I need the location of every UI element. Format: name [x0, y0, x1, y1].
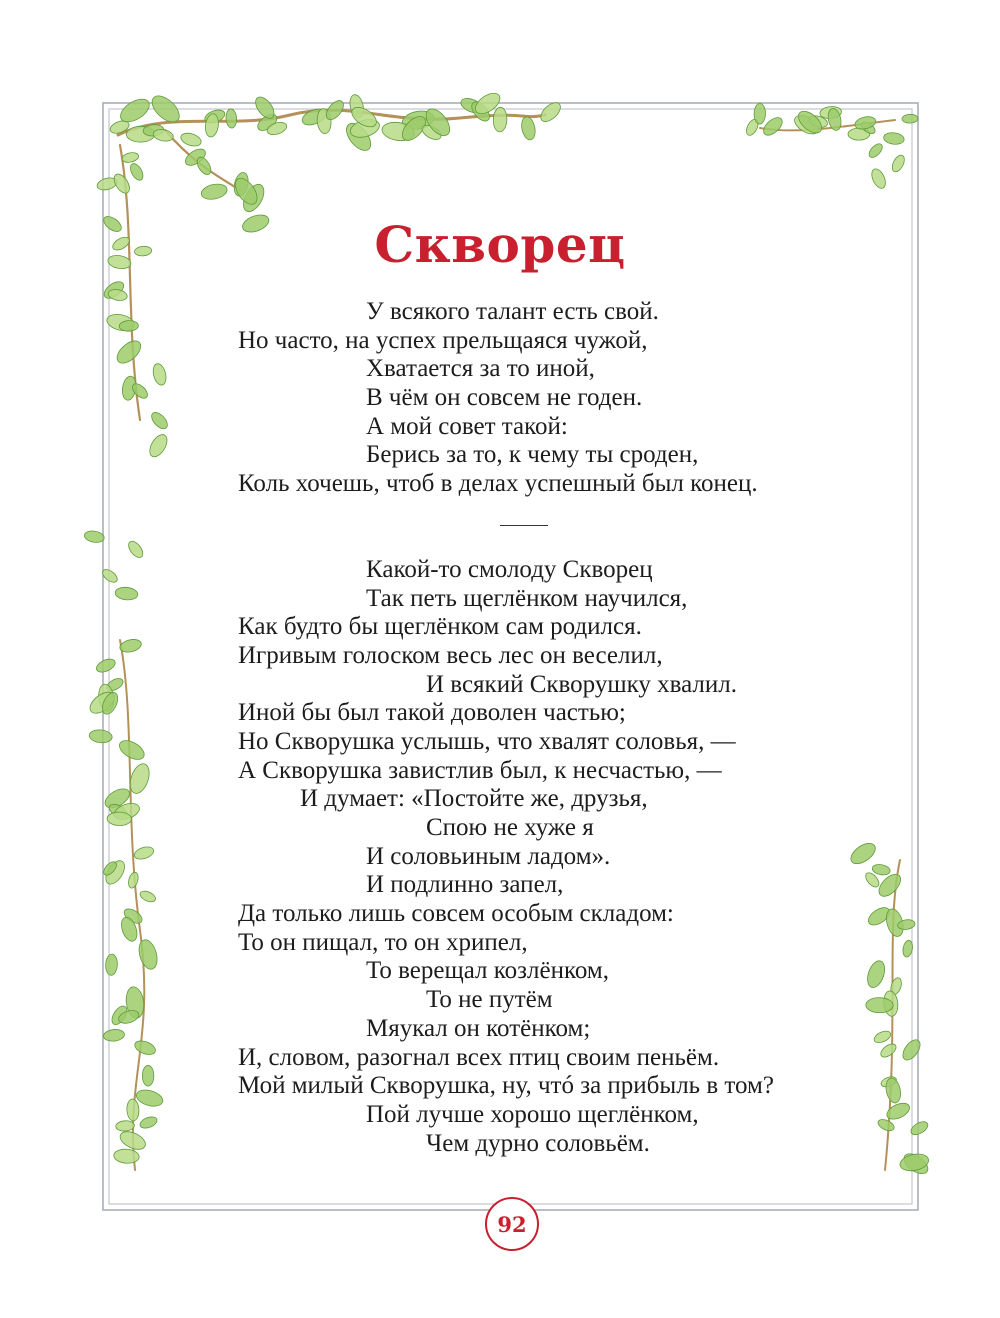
- page-title: Скворец: [374, 215, 626, 274]
- poem-line: И соловьиным ладом».: [366, 842, 611, 870]
- leaf: [878, 1041, 898, 1059]
- poem-line: Берись за то, к чему ты сроден,: [366, 441, 699, 469]
- leaf: [107, 812, 132, 826]
- leaf: [105, 954, 118, 976]
- leaf: [103, 1028, 125, 1042]
- poem-line: Какой-то смолоду Скворец: [366, 555, 653, 583]
- stanza-divider: [500, 525, 548, 526]
- leaf: [115, 1120, 134, 1132]
- poem-line: Чем дурно соловьём.: [426, 1129, 650, 1157]
- poem-line: И подлинно запел,: [366, 871, 564, 899]
- leaf: [136, 938, 160, 972]
- leaf: [126, 539, 146, 560]
- poem-line: Мой милый Скворушка, ну, чтó за прибыль в том?: [238, 1072, 774, 1100]
- poem-text: [238, 298, 878, 1158]
- poem-line: А Скворушка завистлив был, к несчастью, —: [238, 756, 722, 784]
- leaf: [133, 845, 155, 862]
- poem-line: В чём он совсем не годен.: [366, 384, 643, 412]
- leaf: [133, 1038, 157, 1057]
- leaf: [116, 737, 147, 764]
- leaf: [128, 162, 146, 183]
- leaf: [875, 870, 904, 900]
- leaf: [126, 1099, 139, 1121]
- poem-line: И всякий Скворушку хвалил.: [426, 670, 737, 698]
- leaf: [890, 153, 907, 174]
- leaf: [754, 103, 766, 124]
- leaf: [493, 107, 507, 132]
- leaf: [902, 114, 918, 123]
- leaf: [142, 1065, 153, 1086]
- leaf: [869, 167, 888, 191]
- leaf: [883, 132, 905, 146]
- leaf: [138, 1115, 158, 1131]
- leaf: [135, 1087, 165, 1109]
- poem-line: Так петь щеглёнком научился,: [366, 584, 688, 612]
- poem-line: И думает: «Постойте же, друзья,: [300, 785, 648, 813]
- leaf: [149, 410, 170, 432]
- leaf: [200, 182, 229, 202]
- poem-line: Спою не хуже я: [426, 814, 594, 841]
- leaf: [115, 586, 139, 601]
- leaf: [179, 131, 203, 148]
- poem-line: Как будто бы щеглёнком сам родился.: [238, 613, 642, 641]
- leaf: [138, 889, 157, 904]
- poem-line: Иной бы был такой доволен частью;: [238, 699, 626, 727]
- poem-line: Но часто, на успех прельщаяся чужой,: [238, 326, 648, 354]
- leaf: [876, 1117, 896, 1133]
- poem-line: Коль хочешь, чтоб в делах успешный был конец.: [238, 470, 758, 498]
- page-number: 92: [485, 1197, 539, 1251]
- poem-line: Хватается за то иной,: [366, 355, 595, 383]
- leaf: [94, 656, 117, 674]
- leaf: [113, 1148, 139, 1164]
- poem-line: И, словом, разогнал всех птиц своим пеньём.: [238, 1043, 720, 1071]
- leaf: [151, 362, 168, 386]
- poem-line: Но Скворушка услышь, что хвалят соловья, —: [238, 727, 736, 755]
- poem-line: Игривым голоском весь лес он веселил,: [238, 641, 663, 669]
- poem-line: То не путём: [426, 986, 553, 1014]
- poem-line: У всякого талант есть свой.: [366, 298, 659, 325]
- poem-line: То верещал козлёнком,: [366, 957, 609, 985]
- leaf: [83, 530, 105, 544]
- leaf: [520, 116, 537, 142]
- leaf: [146, 432, 170, 460]
- poem-line: Мяукал он котёнком;: [366, 1014, 591, 1042]
- poem-line: Пой лучше хорошо щеглёнком,: [366, 1100, 699, 1128]
- poem-line: А мой совет такой:: [366, 412, 568, 440]
- leaf: [121, 151, 139, 164]
- poem-line: Да только лишь совсем особым складом:: [238, 900, 674, 928]
- leaf: [127, 871, 140, 889]
- leaf: [113, 337, 145, 368]
- poem-line: То он пищал, то он хрипел,: [238, 928, 528, 956]
- leaf: [225, 109, 237, 129]
- leaf: [867, 141, 885, 159]
